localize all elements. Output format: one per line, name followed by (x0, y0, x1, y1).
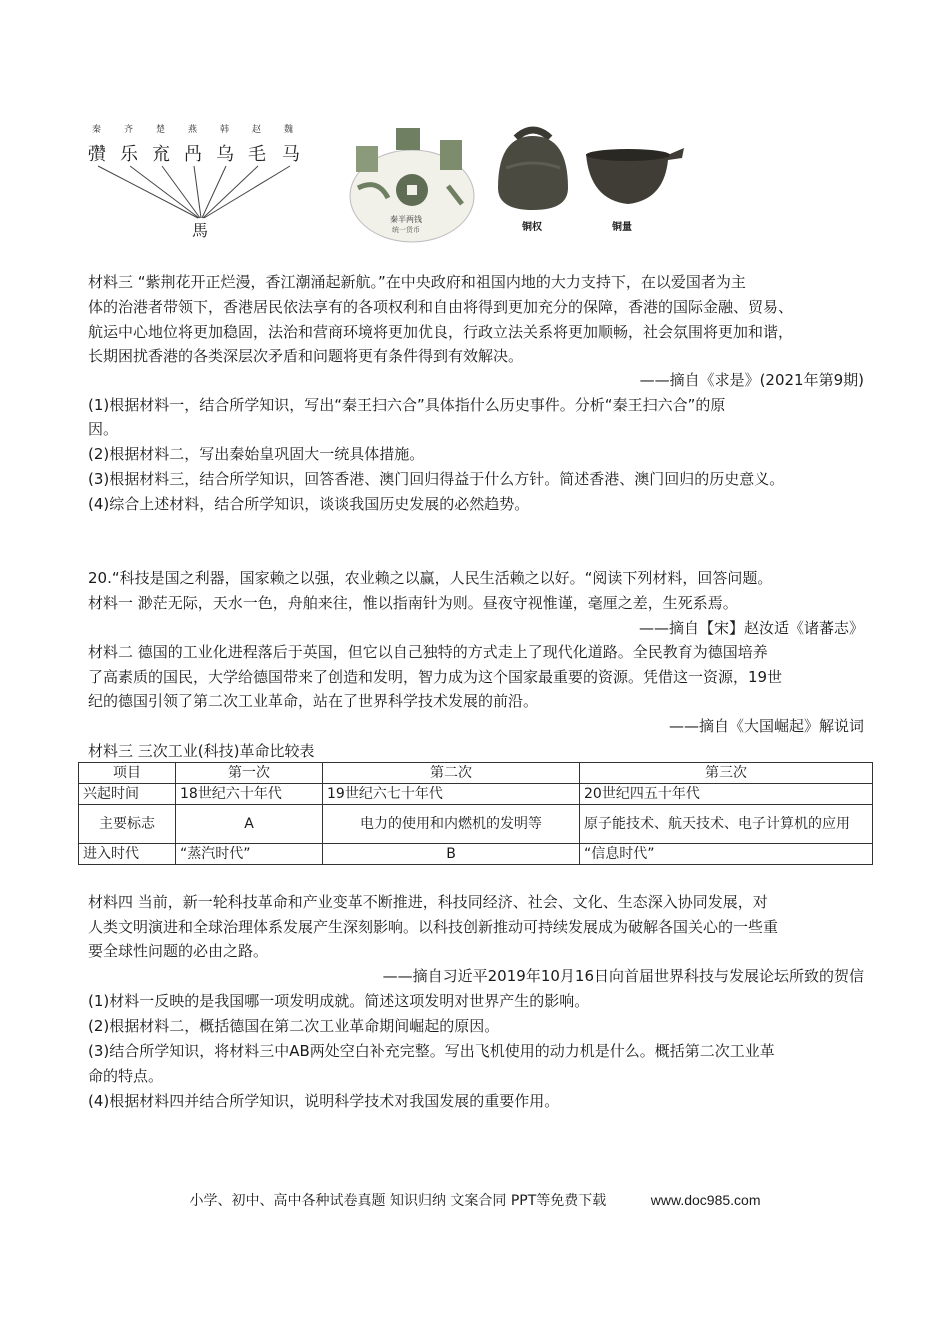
table-row (79, 805, 873, 844)
currency-unification-figure (348, 118, 478, 246)
state-label: 齐 (124, 125, 134, 135)
material2-line: 纪的德国引领了第二次工业革命，站在了世界科学技术发展的前沿。 (88, 692, 539, 710)
page-footer (0, 1190, 950, 1210)
table-cell: 兴起时间 (79, 784, 176, 805)
question-line: (2)根据材料二，概括德国在第二次工业革命期间崛起的原因。 (88, 1017, 500, 1035)
material2-line: 材料二 德国的工业化进程落后于英国，但它以自己独特的方式走上了现代化道路。全民教育为德国培养 (88, 643, 768, 661)
material3-line: 体的治港者带领下，香港居民依法享有的各项权利和自由将得到更加充分的保障，香港的国际金融、贸易、 (88, 298, 794, 316)
material2-line: 了高素质的国民，大学给德国带来了创造和发明，智力成为这个国家最重要的资源。凭借这一资源，19世 (88, 668, 783, 686)
table-cell: 主要标志 (79, 805, 176, 844)
svg-text:𢑊: 𢑊 (88, 144, 106, 165)
table-cell: “信息时代” (580, 844, 873, 865)
weight-label: 铜权 (522, 222, 542, 233)
table-header-cell: 项目 (79, 763, 176, 784)
table-cell: 18世纪六十年代 (176, 784, 323, 805)
table-header-row (79, 763, 873, 784)
question-line: 因。 (88, 420, 119, 438)
question-line: (1)根据材料一，结合所学知识，写出“秦王扫六合”具体指什么历史事件。分析“秦王扫六合”的原 (88, 396, 726, 414)
table-header-cell: 第一次 (176, 763, 323, 784)
material2-source: ——摘自《大国崛起》解说词 (668, 717, 864, 735)
table-cell: B (323, 844, 580, 865)
state-label: 燕 (188, 125, 198, 135)
table-row (79, 784, 873, 805)
table-row (79, 844, 873, 865)
svg-text:马: 马 (282, 144, 300, 165)
material4-line: 材料四 当前，新一轮科技革命和产业变革不断推进，科技同经济、社会、文化、生态深入协同发展，对 (88, 893, 768, 911)
table-header-cell: 第三次 (580, 763, 873, 784)
table-cell: 19世纪六七十年代 (323, 784, 580, 805)
table-cell: “蒸汽时代” (176, 844, 323, 865)
material3-title: 材料三 三次工业(科技)革命比较表 (88, 742, 315, 760)
material1-text: 材料一 渺茫无际，天水一色，舟舶来往，惟以指南针为则。昼夜守视惟谨，毫厘之差，生死系焉。 (88, 594, 738, 612)
question-line: (2)根据材料二，写出秦始皇巩固大一统具体措施。 (88, 445, 425, 463)
svg-text:冎: 冎 (184, 144, 202, 165)
footer-link[interactable]: www.doc985.com (650, 1192, 761, 1208)
material3-line: 航运中心地位将更加稳固，法治和营商环境将更加优良，行政立法关系将更加顺畅，社会氛围将更加和谐， (88, 323, 794, 341)
table-cell: 电力的使用和内燃机的发明等 (323, 805, 580, 844)
bronze-measure-figure (582, 118, 686, 246)
table-cell: 进入时代 (79, 844, 176, 865)
table-cell: 20世纪四五十年代 (580, 784, 873, 805)
svg-text:㐬: 㐬 (152, 144, 170, 165)
coin-label: 统一货币 (392, 226, 420, 234)
bronze-weight-figure (488, 118, 578, 246)
state-label: 赵 (252, 125, 262, 135)
table-header-cell: 第二次 (323, 763, 580, 784)
state-label: 韩 (220, 125, 230, 135)
state-label: 秦 (92, 125, 102, 135)
footer-text: 小学、初中、高中各种试卷真题 知识归纳 文案合同 PPT等免费下载 (189, 1193, 607, 1209)
question-line: (3)结合所学知识，将材料三中AB两处空白补充完整。写出飞机使用的动力机是什么。概括第二次工业革 (88, 1042, 775, 1060)
question-line: 命的特点。 (88, 1067, 164, 1085)
state-label: 楚 (156, 125, 166, 135)
question-line: (3)根据材料三，结合所学知识，回答香港、澳门回归得益于什么方针。简述香港、澳门回归的历史意义。 (88, 470, 785, 488)
question-intro: 20.“科技是国之利器，国家赖之以强，农业赖之以赢，人民生活赖之以好。“阅读下列材料，回答问题。 (88, 569, 773, 587)
svg-text:乌: 乌 (216, 144, 234, 165)
measure-label: 铜量 (612, 222, 632, 233)
question-line: (4)根据材料四并结合所学知识，说明科学技术对我国发展的重要作用。 (88, 1092, 560, 1110)
material1-source: ——摘自【宋】赵汝适《诸蕃志》 (638, 619, 864, 637)
material4-line: 要全球性问题的必由之路。 (88, 942, 269, 960)
figures-row (86, 118, 686, 246)
comparison-table (78, 762, 873, 865)
material3-line: 材料三 “紫荆花开正烂漫，香江潮涌起新航。”在中央政府和祖国内地的大力支持下，在以爱国者为主 (88, 273, 746, 291)
svg-text:毛: 毛 (248, 144, 266, 165)
material4-line: 人类文明演进和全球治理体系发展产生深刻影响。以科技创新推动可持续发展成为破解各国关心的一些重 (88, 918, 779, 936)
coin-label: 秦半两钱 (390, 215, 422, 224)
material4-source: ——摘自习近平2019年10月16日向首届世界科技与发展论坛所致的贺信 (382, 967, 864, 985)
material3-source: ——摘自《求是》(2021年第9期) (639, 371, 864, 389)
material3-line: 长期困扰香港的各类深层次矛盾和问题将更有条件得到有效解决。 (88, 347, 524, 365)
script-unification-figure (86, 118, 336, 246)
table-cell: 原子能技术、航天技术、电子计算机的应用 (580, 805, 873, 844)
svg-text:乐: 乐 (120, 144, 138, 165)
state-label: 魏 (284, 125, 294, 135)
qin-character: 馬 (192, 221, 209, 240)
question-line: (1)材料一反映的是我国哪一项发明成就。简述这项发明对世界产生的影响。 (88, 992, 590, 1010)
question-line: (4)综合上述材料，结合所学知识，谈谈我国历史发展的必然趋势。 (88, 495, 530, 513)
table-cell: A (176, 805, 323, 844)
